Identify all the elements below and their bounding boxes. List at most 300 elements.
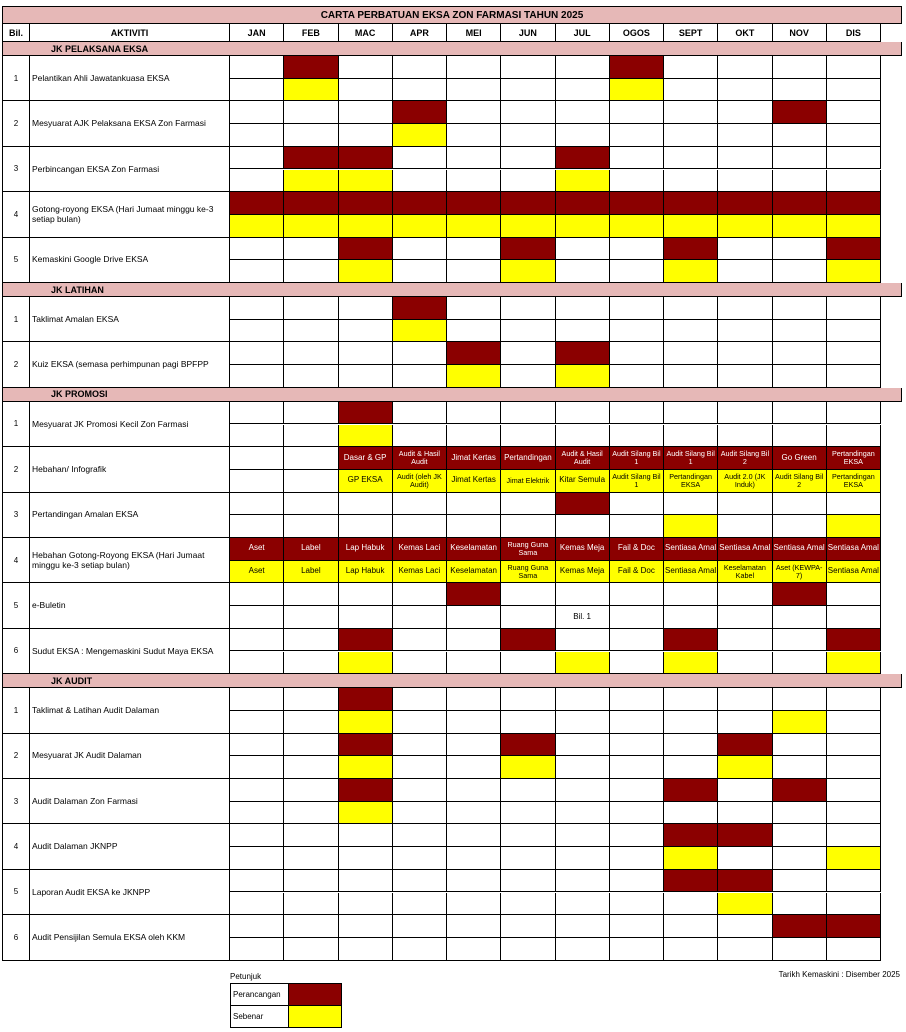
plan-cell <box>284 56 338 79</box>
empty-cell <box>664 606 718 629</box>
empty-cell <box>393 260 447 283</box>
plan-label: Audit & Hasil Audit <box>398 449 440 467</box>
actual-cell <box>664 652 718 675</box>
month-header-dis: DIS <box>827 24 881 42</box>
actual-cell <box>339 561 393 584</box>
empty-cell <box>827 824 881 847</box>
actual-cell <box>827 515 881 538</box>
section-header: JK PELAKSANA EKSA <box>2 42 902 56</box>
empty-cell <box>393 652 447 675</box>
empty-cell <box>393 342 447 365</box>
empty-cell <box>827 365 881 388</box>
empty-cell <box>501 915 555 938</box>
activity-number: 4 <box>2 538 30 583</box>
empty-cell <box>230 170 284 193</box>
actual-cell <box>664 847 718 870</box>
actual-cell <box>556 170 610 193</box>
plan-cell <box>718 870 772 893</box>
empty-cell <box>556 893 610 916</box>
plan-cell <box>339 779 393 802</box>
empty-cell <box>447 938 501 961</box>
empty-cell <box>664 915 718 938</box>
empty-cell <box>610 124 664 147</box>
activity-number: 4 <box>2 192 30 237</box>
plan-cell <box>718 447 772 470</box>
actual-cell <box>501 756 555 779</box>
empty-cell <box>284 260 338 283</box>
empty-cell <box>610 652 664 675</box>
plan-cell <box>664 447 718 470</box>
empty-cell <box>556 402 610 425</box>
empty-cell <box>773 515 827 538</box>
empty-cell <box>284 779 338 802</box>
empty-cell <box>284 124 338 147</box>
empty-cell <box>501 870 555 893</box>
empty-cell <box>501 824 555 847</box>
empty-cell <box>610 870 664 893</box>
empty-cell <box>610 606 664 629</box>
empty-cell <box>718 688 772 711</box>
plan-cell <box>827 629 881 652</box>
empty-cell <box>339 938 393 961</box>
empty-cell <box>393 515 447 538</box>
section-header: JK LATIHAN <box>2 283 902 297</box>
plan-cell <box>664 629 718 652</box>
plan-cell <box>501 238 555 261</box>
empty-cell <box>447 402 501 425</box>
actual-label: Jimat Kertas <box>451 475 496 485</box>
plan-cell <box>773 915 827 938</box>
actual-cell <box>773 215 827 238</box>
plan-label: Kemas Laci <box>398 543 441 553</box>
actual-cell <box>501 215 555 238</box>
actual-cell <box>393 561 447 584</box>
plan-cell <box>556 147 610 170</box>
plan-cell <box>664 779 718 802</box>
actual-cell <box>339 756 393 779</box>
empty-cell <box>773 260 827 283</box>
empty-cell <box>610 779 664 802</box>
empty-cell <box>827 802 881 825</box>
empty-cell <box>339 320 393 343</box>
activity-number: 4 <box>2 824 30 869</box>
actual-label: Aset <box>248 566 265 576</box>
activity-number: 6 <box>2 915 30 960</box>
plan-label: Ruang Guna Sama <box>507 539 549 557</box>
empty-cell <box>230 893 284 916</box>
empty-cell <box>773 629 827 652</box>
actual-label: GP EKSA <box>347 475 383 485</box>
empty-cell <box>339 606 393 629</box>
actual-cell <box>339 170 393 193</box>
empty-cell <box>556 938 610 961</box>
plan-cell <box>447 342 501 365</box>
plan-cell <box>610 538 664 561</box>
plan-cell <box>664 870 718 893</box>
empty-cell <box>556 688 610 711</box>
empty-cell <box>393 583 447 606</box>
plan-cell <box>393 447 447 470</box>
empty-cell <box>718 938 772 961</box>
activity-number: 6 <box>2 629 30 674</box>
empty-cell <box>773 147 827 170</box>
legend-actual-row <box>230 1005 342 1028</box>
legend-actual-swatch <box>289 1006 341 1027</box>
empty-cell <box>284 847 338 870</box>
actual-cell <box>501 561 555 584</box>
plan-cell <box>339 447 393 470</box>
empty-cell <box>773 938 827 961</box>
empty-cell <box>773 342 827 365</box>
empty-cell <box>501 79 555 102</box>
empty-cell <box>827 493 881 516</box>
empty-cell <box>230 470 284 493</box>
empty-cell <box>230 297 284 320</box>
page-title: CARTA PERBATUAN EKSA ZON FARMASI TAHUN 2025 <box>2 6 902 24</box>
activity-name: Audit Pensijilan Semula EKSA oleh KKM <box>30 915 230 960</box>
plan-cell <box>718 734 772 757</box>
empty-cell <box>501 342 555 365</box>
empty-cell <box>339 847 393 870</box>
empty-cell <box>664 342 718 365</box>
plan-label: Pertandingan EKSA <box>831 449 875 467</box>
month-header-mei: MEI <box>447 24 501 42</box>
actual-cell <box>339 215 393 238</box>
empty-cell <box>718 915 772 938</box>
activity-number: 1 <box>2 297 30 342</box>
empty-cell <box>718 802 772 825</box>
actual-cell <box>447 561 501 584</box>
empty-cell <box>610 365 664 388</box>
actual-cell <box>610 215 664 238</box>
empty-cell <box>664 147 718 170</box>
plan-cell <box>393 538 447 561</box>
empty-cell <box>447 847 501 870</box>
empty-cell <box>664 893 718 916</box>
empty-cell <box>501 893 555 916</box>
empty-cell <box>773 688 827 711</box>
empty-cell <box>230 493 284 516</box>
empty-cell <box>610 847 664 870</box>
plan-cell <box>339 688 393 711</box>
empty-cell <box>501 652 555 675</box>
activity-name: Audit Dalaman Zon Farmasi <box>30 779 230 824</box>
empty-cell <box>230 342 284 365</box>
empty-cell <box>556 802 610 825</box>
actual-cell <box>664 260 718 283</box>
empty-cell <box>718 402 772 425</box>
empty-cell <box>718 342 772 365</box>
empty-cell <box>718 711 772 734</box>
actual-cell <box>393 124 447 147</box>
empty-cell <box>339 515 393 538</box>
empty-cell <box>556 734 610 757</box>
actual-cell <box>718 561 772 584</box>
actual-label: Ruang Guna Sama <box>507 562 549 580</box>
actual-cell <box>610 79 664 102</box>
empty-cell <box>501 56 555 79</box>
month-header-jul: JUL <box>556 24 610 42</box>
empty-cell <box>501 101 555 124</box>
empty-cell <box>230 447 284 470</box>
plan-cell <box>339 402 393 425</box>
empty-cell <box>664 711 718 734</box>
empty-cell <box>556 79 610 102</box>
empty-cell <box>230 515 284 538</box>
empty-cell <box>556 824 610 847</box>
empty-cell <box>339 297 393 320</box>
empty-cell <box>230 260 284 283</box>
actual-label: Kemas Laci <box>398 566 441 576</box>
empty-cell <box>610 147 664 170</box>
empty-cell <box>447 425 501 448</box>
empty-cell <box>230 711 284 734</box>
empty-cell <box>284 756 338 779</box>
empty-cell <box>339 365 393 388</box>
activity-number: 2 <box>2 447 30 492</box>
plan-cell <box>501 629 555 652</box>
legend-actual-label: Sebenar <box>231 1006 289 1027</box>
actual-label: Audit (oleh JK Audit) <box>397 471 442 489</box>
empty-cell <box>447 238 501 261</box>
empty-cell <box>773 606 827 629</box>
activity-name: Sudut EKSA : Mengemaskini Sudut Maya EKSA <box>30 629 230 674</box>
actual-cell <box>284 170 338 193</box>
empty-cell <box>393 79 447 102</box>
empty-cell <box>664 297 718 320</box>
plan-cell <box>393 101 447 124</box>
empty-cell <box>610 893 664 916</box>
empty-cell <box>556 711 610 734</box>
empty-cell <box>718 583 772 606</box>
empty-cell <box>773 652 827 675</box>
empty-cell <box>501 583 555 606</box>
empty-cell <box>501 365 555 388</box>
empty-cell <box>501 320 555 343</box>
plan-label: Pertandingan <box>504 452 552 462</box>
empty-cell <box>664 320 718 343</box>
empty-cell <box>718 320 772 343</box>
empty-cell <box>556 847 610 870</box>
empty-cell <box>447 711 501 734</box>
empty-cell <box>610 515 664 538</box>
empty-cell <box>718 297 772 320</box>
empty-cell <box>284 652 338 675</box>
empty-cell <box>447 824 501 847</box>
actual-label: Kitar Semula <box>559 475 606 485</box>
plan-cell <box>393 297 447 320</box>
empty-cell <box>556 629 610 652</box>
activity-name: Kuiz EKSA (semasa perhimpunan pagi BPFPP <box>30 342 230 387</box>
plan-cell <box>447 447 501 470</box>
empty-cell <box>284 606 338 629</box>
header-aktiviti: AKTIVITI <box>30 24 230 42</box>
plan-label: Lap Habuk <box>345 543 385 553</box>
empty-cell <box>284 402 338 425</box>
plan-cell <box>827 192 881 215</box>
empty-cell <box>339 583 393 606</box>
actual-cell <box>664 470 718 493</box>
empty-cell <box>610 342 664 365</box>
empty-cell <box>284 629 338 652</box>
empty-cell <box>339 342 393 365</box>
empty-cell <box>447 320 501 343</box>
plan-cell <box>447 538 501 561</box>
empty-cell <box>230 147 284 170</box>
plan-cell <box>284 538 338 561</box>
month-header-sept: SEPT <box>664 24 718 42</box>
activity-number: 2 <box>2 342 30 387</box>
empty-cell <box>447 297 501 320</box>
activity-number: 2 <box>2 734 30 779</box>
empty-cell <box>556 260 610 283</box>
empty-cell <box>827 938 881 961</box>
actual-cell <box>556 652 610 675</box>
activity-name: Mesyuarat JK Promosi Kecil Zon Farmasi <box>30 402 230 447</box>
actual-cell <box>718 470 772 493</box>
actual-cell <box>827 260 881 283</box>
actual-label: Fail & Doc <box>617 566 655 576</box>
plan-cell <box>664 538 718 561</box>
legend <box>230 970 342 1028</box>
empty-cell <box>447 915 501 938</box>
section-header: JK PROMOSI <box>2 388 902 402</box>
empty-cell <box>447 79 501 102</box>
plan-label: Kemas Meja <box>559 543 605 553</box>
actual-label: Pertandingan EKSA <box>669 471 712 489</box>
empty-cell <box>501 802 555 825</box>
plan-label: Keselamatan <box>450 543 497 553</box>
empty-cell <box>610 170 664 193</box>
empty-cell <box>230 779 284 802</box>
plan-cell <box>827 538 881 561</box>
empty-cell <box>230 402 284 425</box>
empty-cell <box>501 493 555 516</box>
last-updated-date: Tarikh Kemaskini : Disember 2025 <box>778 970 900 979</box>
empty-cell <box>447 652 501 675</box>
plan-cell <box>718 538 772 561</box>
actual-cell <box>718 215 772 238</box>
empty-cell <box>664 365 718 388</box>
empty-cell <box>230 56 284 79</box>
actual-cell <box>339 425 393 448</box>
activity-name: e-Buletin <box>30 583 230 628</box>
empty-cell <box>284 101 338 124</box>
empty-cell <box>393 711 447 734</box>
plan-cell <box>556 192 610 215</box>
empty-cell <box>773 756 827 779</box>
empty-cell <box>230 915 284 938</box>
empty-cell <box>610 238 664 261</box>
empty-cell <box>556 583 610 606</box>
activity-name: Taklimat Amalan EKSA <box>30 297 230 342</box>
empty-cell <box>664 425 718 448</box>
actual-cell <box>610 561 664 584</box>
activity-name: Gotong-royong EKSA (Hari Jumaat minggu ke-3 setiap bulan) <box>30 192 230 237</box>
empty-cell <box>773 824 827 847</box>
plan-label: Label <box>301 543 321 553</box>
empty-cell <box>393 629 447 652</box>
empty-cell <box>447 56 501 79</box>
actual-cell <box>447 215 501 238</box>
empty-cell <box>230 756 284 779</box>
empty-cell <box>393 734 447 757</box>
plan-cell <box>610 56 664 79</box>
empty-cell <box>447 893 501 916</box>
empty-cell <box>447 870 501 893</box>
empty-cell <box>664 101 718 124</box>
actual-cell <box>718 756 772 779</box>
empty-cell <box>339 870 393 893</box>
plan-cell <box>339 192 393 215</box>
actual-cell <box>556 365 610 388</box>
plan-label: Go Green <box>781 452 817 462</box>
empty-cell <box>827 734 881 757</box>
empty-cell <box>393 606 447 629</box>
month-header-ogos: OGOS <box>610 24 664 42</box>
empty-cell <box>501 147 555 170</box>
activity-name: Laporan Audit EKSA ke JKNPP <box>30 870 230 915</box>
empty-cell <box>447 170 501 193</box>
month-header-nov: NOV <box>773 24 827 42</box>
actual-cell <box>339 802 393 825</box>
empty-cell <box>773 124 827 147</box>
empty-cell <box>664 734 718 757</box>
plan-cell <box>447 583 501 606</box>
empty-cell <box>556 238 610 261</box>
empty-cell <box>284 915 338 938</box>
plan-cell <box>718 824 772 847</box>
empty-cell <box>556 124 610 147</box>
empty-cell <box>718 515 772 538</box>
month-header-mac: MAC <box>339 24 393 42</box>
empty-cell <box>827 320 881 343</box>
empty-cell <box>610 425 664 448</box>
activity-number: 2 <box>2 101 30 146</box>
empty-cell <box>339 893 393 916</box>
plan-cell <box>664 824 718 847</box>
empty-cell <box>610 629 664 652</box>
empty-cell <box>501 779 555 802</box>
empty-cell <box>556 320 610 343</box>
activity-number: 5 <box>2 583 30 628</box>
empty-cell <box>284 320 338 343</box>
plan-cell <box>610 447 664 470</box>
empty-cell <box>284 425 338 448</box>
empty-cell <box>447 779 501 802</box>
plan-label: Audit Silang Bil 1 <box>612 449 661 467</box>
actual-label: Audit 2.0 (JK Induk) <box>724 471 766 489</box>
empty-cell <box>393 824 447 847</box>
plan-cell <box>718 192 772 215</box>
empty-cell <box>827 101 881 124</box>
empty-cell <box>501 606 555 629</box>
empty-cell <box>230 583 284 606</box>
activity-name: Pelantikan Ahli Jawatankuasa EKSA <box>30 56 230 101</box>
empty-cell <box>827 297 881 320</box>
empty-cell <box>284 583 338 606</box>
empty-cell <box>284 938 338 961</box>
empty-cell <box>664 493 718 516</box>
empty-cell <box>501 170 555 193</box>
empty-cell <box>230 425 284 448</box>
empty-cell <box>610 101 664 124</box>
activity-name: Perbincangan EKSA Zon Farmasi <box>30 147 230 192</box>
actual-cell <box>664 215 718 238</box>
empty-cell <box>664 802 718 825</box>
activity-name: Hebahan Gotong-Royong EKSA (Hari Jumaat minggu ke-3 setiap bulan) <box>30 538 230 583</box>
empty-cell <box>339 124 393 147</box>
